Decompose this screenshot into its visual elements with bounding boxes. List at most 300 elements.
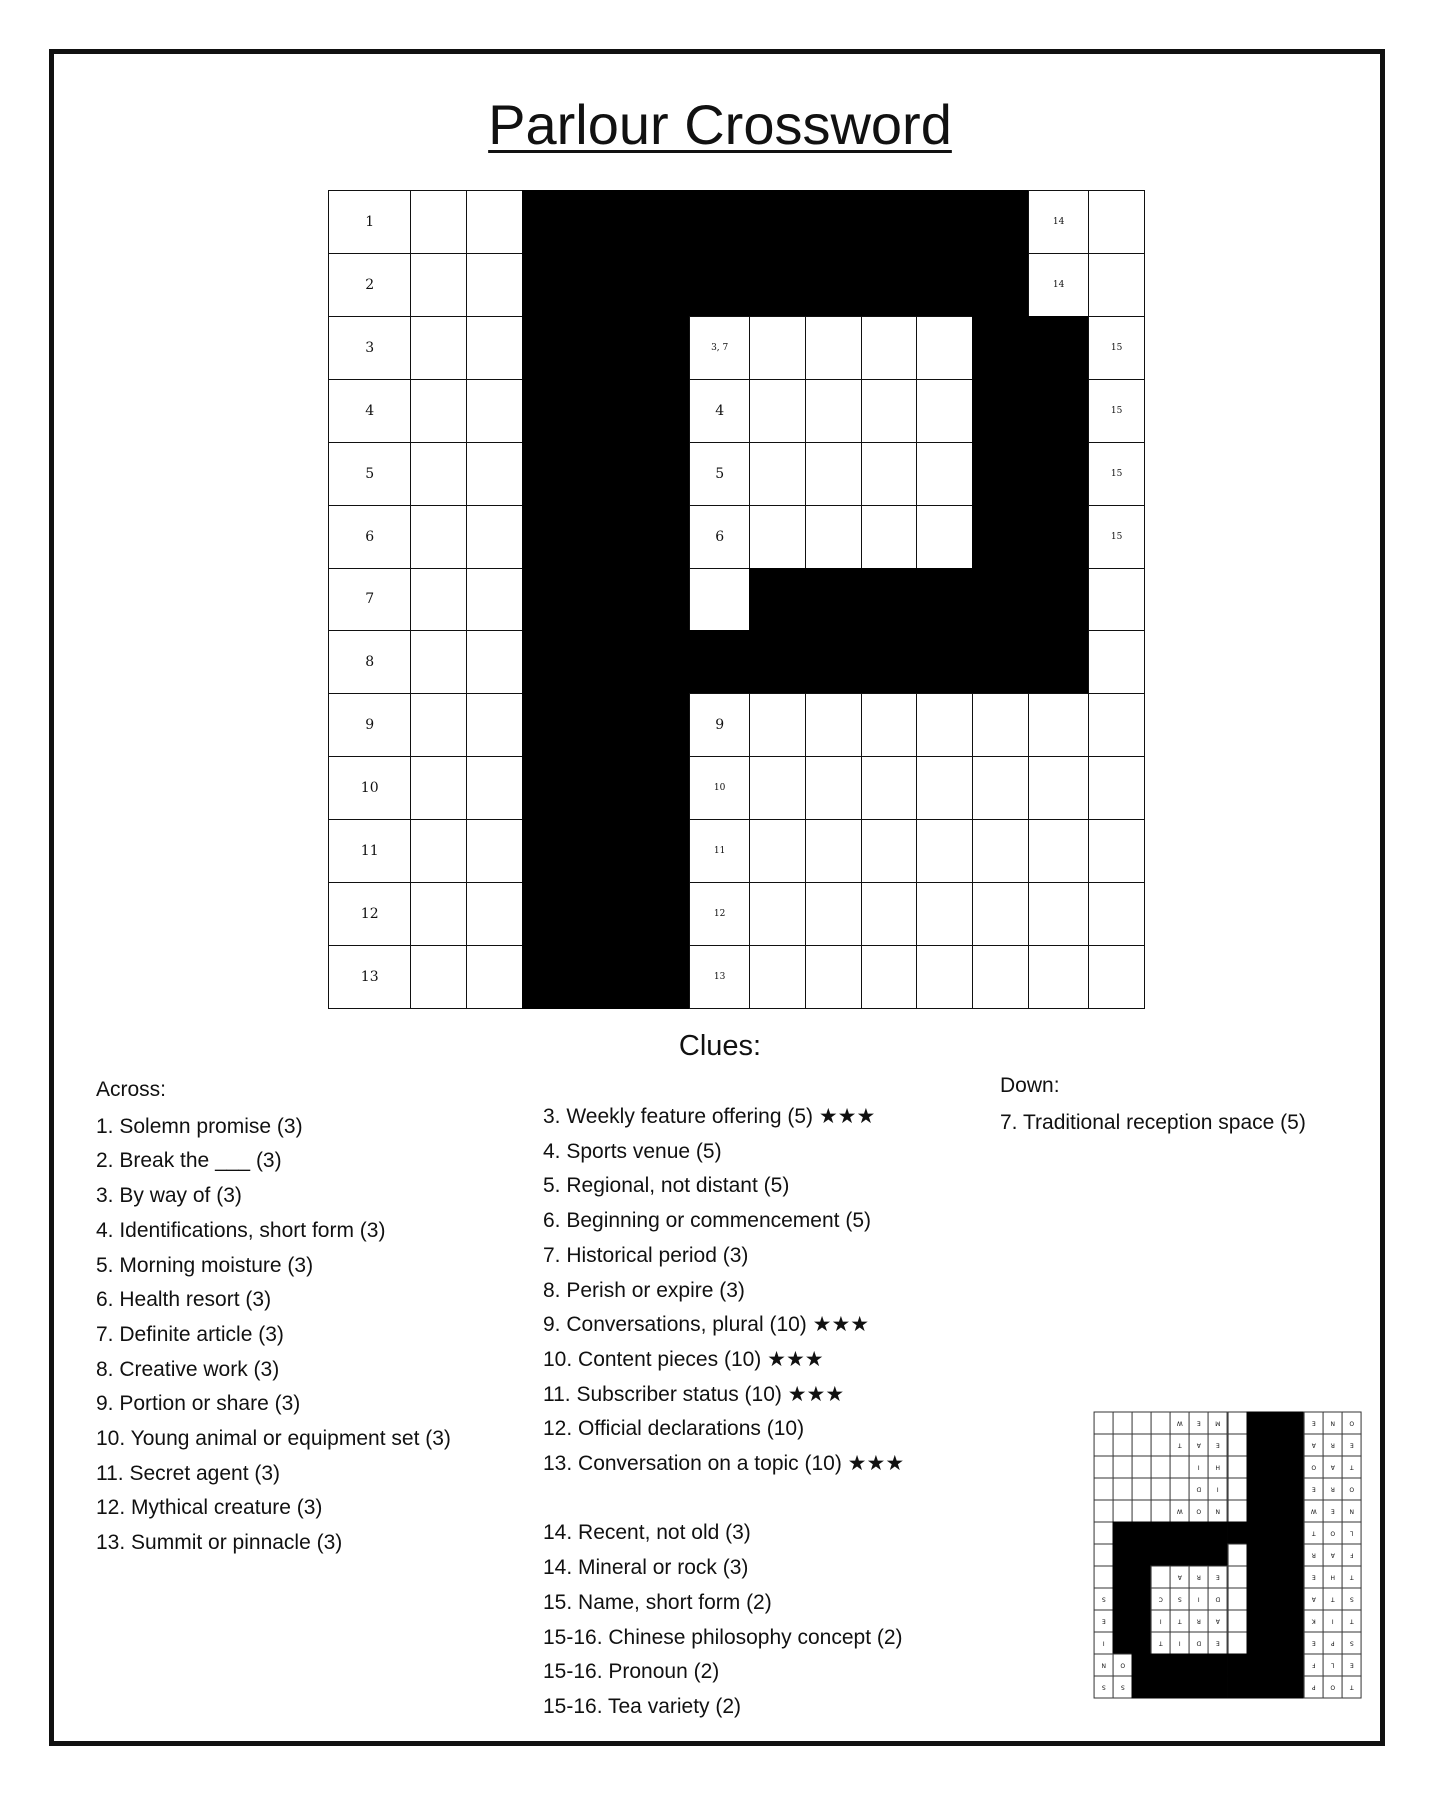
mini-cell: H xyxy=(1323,1566,1343,1589)
grid-cell[interactable] xyxy=(328,505,411,569)
mini-black-cell xyxy=(1266,1654,1286,1677)
black-cell xyxy=(633,568,690,632)
black-cell xyxy=(972,253,1029,317)
grid-cell[interactable] xyxy=(861,316,918,380)
cell-number: 2 xyxy=(365,276,375,293)
mini-black-cell xyxy=(1132,1544,1152,1567)
grid-cell[interactable] xyxy=(972,882,1029,946)
mini-cell xyxy=(1151,1412,1171,1435)
cell-number: 10 xyxy=(360,780,379,797)
black-cell xyxy=(972,442,1029,506)
across-clue: 10. Content pieces (10) ★★★ xyxy=(543,1347,824,1371)
across-clue: 15. Name, short form (2) xyxy=(543,1590,772,1614)
grid-cell[interactable] xyxy=(410,253,467,317)
black-cell xyxy=(972,568,1029,632)
black-cell xyxy=(749,190,806,254)
grid-cell[interactable] xyxy=(972,819,1029,883)
grid-cell[interactable] xyxy=(466,568,523,632)
across-clue: 6. Health resort (3) xyxy=(96,1288,272,1312)
across-clue: 1. Solemn promise (3) xyxy=(96,1114,303,1138)
grid-cell[interactable] xyxy=(328,442,411,506)
grid-cell[interactable] xyxy=(328,756,411,820)
mini-cell: E xyxy=(1304,1478,1324,1501)
grid-cell[interactable] xyxy=(805,316,862,380)
grid-cell[interactable] xyxy=(1088,945,1145,1009)
across-clue: 14. Recent, not old (3) xyxy=(543,1521,751,1545)
grid-cell[interactable] xyxy=(410,190,467,254)
mini-cell: D xyxy=(1189,1478,1209,1501)
mini-black-cell xyxy=(1247,1544,1267,1567)
mini-cell: O xyxy=(1113,1654,1133,1677)
grid-cell[interactable] xyxy=(861,945,918,1009)
mini-cell: O xyxy=(1323,1676,1343,1699)
mini-black-cell xyxy=(1113,1610,1133,1633)
grid-cell[interactable] xyxy=(805,945,862,1009)
mini-cell: D xyxy=(1208,1588,1228,1611)
grid-cell[interactable] xyxy=(1088,253,1145,317)
grid-cell[interactable] xyxy=(410,882,467,946)
cell-number: 3, 7 xyxy=(711,342,729,353)
black-cell xyxy=(522,882,579,946)
grid-cell[interactable] xyxy=(916,882,973,946)
grid-cell[interactable] xyxy=(466,945,523,1009)
mini-cell: E xyxy=(1094,1610,1114,1633)
black-cell xyxy=(689,190,750,254)
mini-black-cell xyxy=(1113,1544,1133,1567)
mini-cell: R xyxy=(1189,1566,1209,1589)
grid-cell[interactable] xyxy=(1088,568,1145,632)
mini-cell xyxy=(1094,1500,1114,1523)
mini-cell: S xyxy=(1113,1676,1133,1699)
grid-cell[interactable] xyxy=(328,190,411,254)
mini-cell: O xyxy=(1304,1456,1324,1479)
across-clue: 7. Historical period (3) xyxy=(543,1243,749,1267)
cell-number: 4 xyxy=(715,402,725,419)
mini-black-cell xyxy=(1132,1522,1152,1545)
mini-cell xyxy=(1151,1566,1171,1589)
mini-cell: E xyxy=(1323,1500,1343,1523)
mini-cell xyxy=(1228,1632,1248,1655)
grid-cell[interactable] xyxy=(410,568,467,632)
black-cell xyxy=(578,316,635,380)
grid-cell[interactable] xyxy=(805,379,862,443)
grid-cell[interactable] xyxy=(466,819,523,883)
grid-cell[interactable] xyxy=(1088,316,1145,380)
grid-cell[interactable] xyxy=(689,819,750,883)
grid-cell[interactable] xyxy=(466,505,523,569)
grid-cell[interactable] xyxy=(1028,819,1089,883)
mini-cell: S xyxy=(1342,1588,1362,1611)
grid-cell[interactable] xyxy=(916,693,973,757)
mini-black-cell xyxy=(1266,1434,1286,1457)
mini-cell: T xyxy=(1323,1588,1343,1611)
mini-black-cell xyxy=(1189,1544,1209,1567)
mini-cell: A xyxy=(1304,1588,1324,1611)
grid-cell[interactable] xyxy=(749,756,806,820)
black-cell xyxy=(522,693,579,757)
across-clue: 14. Mineral or rock (3) xyxy=(543,1556,749,1580)
grid-cell[interactable] xyxy=(689,505,750,569)
grid-cell[interactable] xyxy=(328,568,411,632)
mini-cell: A xyxy=(1208,1610,1228,1633)
black-cell xyxy=(749,253,806,317)
mini-cell: F xyxy=(1304,1654,1324,1677)
mini-cell xyxy=(1094,1566,1114,1589)
black-cell xyxy=(522,316,579,380)
mini-cell xyxy=(1151,1456,1171,1479)
black-cell xyxy=(861,568,918,632)
mini-cell: E xyxy=(1208,1632,1228,1655)
mini-cell: W xyxy=(1304,1500,1324,1523)
grid-cell[interactable] xyxy=(861,819,918,883)
mini-black-cell xyxy=(1266,1456,1286,1479)
mini-black-cell xyxy=(1247,1610,1267,1633)
grid-cell[interactable] xyxy=(861,882,918,946)
grid-cell[interactable] xyxy=(689,693,750,757)
grid-cell[interactable] xyxy=(328,253,411,317)
grid-cell[interactable] xyxy=(328,819,411,883)
grid-cell[interactable] xyxy=(466,630,523,694)
black-cell xyxy=(578,253,635,317)
grid-cell[interactable] xyxy=(861,442,918,506)
mini-cell xyxy=(1113,1412,1133,1435)
grid-cell[interactable] xyxy=(1088,190,1145,254)
grid-cell[interactable] xyxy=(466,379,523,443)
cell-number: 7 xyxy=(365,591,375,608)
black-cell xyxy=(689,630,750,694)
black-cell xyxy=(522,379,579,443)
mini-cell: E xyxy=(1189,1412,1209,1435)
black-cell xyxy=(805,630,862,694)
mini-black-cell xyxy=(1132,1632,1152,1655)
grid-cell[interactable] xyxy=(1028,756,1089,820)
mini-cell: N xyxy=(1094,1654,1114,1677)
mini-cell: T xyxy=(1342,1610,1362,1633)
across-heading: Across: xyxy=(96,1078,167,1101)
mini-cell xyxy=(1228,1478,1248,1501)
mini-cell xyxy=(1170,1478,1190,1501)
cell-number: 6 xyxy=(715,528,725,545)
across-clue: 8. Creative work (3) xyxy=(96,1357,280,1381)
grid-cell[interactable] xyxy=(410,379,467,443)
mini-cell xyxy=(1132,1478,1152,1501)
across-middle-column xyxy=(543,1100,904,1725)
grid-cell[interactable] xyxy=(328,945,411,1009)
black-cell xyxy=(522,442,579,506)
mini-cell: H xyxy=(1208,1456,1228,1479)
grid-cell[interactable] xyxy=(410,693,467,757)
mini-cell: N xyxy=(1323,1412,1343,1435)
mini-cell: I xyxy=(1189,1456,1209,1479)
grid-cell[interactable] xyxy=(466,253,523,317)
black-cell xyxy=(633,316,690,380)
grid-cell[interactable] xyxy=(410,442,467,506)
grid-cell[interactable] xyxy=(410,819,467,883)
grid-cell[interactable] xyxy=(916,316,973,380)
mini-cell: T xyxy=(1342,1456,1362,1479)
across-clue: 6. Beginning or commencement (5) xyxy=(543,1209,871,1233)
grid-cell[interactable] xyxy=(466,190,523,254)
grid-cell[interactable] xyxy=(1088,442,1145,506)
grid-cell[interactable] xyxy=(689,756,750,820)
black-cell xyxy=(578,568,635,632)
grid-cell[interactable] xyxy=(805,693,862,757)
mini-cell: M xyxy=(1208,1412,1228,1435)
mini-black-cell xyxy=(1151,1676,1171,1699)
mini-black-cell xyxy=(1113,1522,1133,1545)
grid-cell[interactable] xyxy=(328,316,411,380)
black-cell xyxy=(522,630,579,694)
grid-cell[interactable] xyxy=(1088,756,1145,820)
grid-cell[interactable] xyxy=(1088,882,1145,946)
mini-black-cell xyxy=(1266,1676,1286,1699)
mini-cell xyxy=(1132,1456,1152,1479)
black-cell xyxy=(972,190,1029,254)
mini-black-cell xyxy=(1170,1544,1190,1567)
black-cell xyxy=(522,945,579,1009)
mini-black-cell xyxy=(1247,1632,1267,1655)
black-cell xyxy=(522,253,579,317)
mini-cell: I xyxy=(1189,1588,1209,1611)
mini-cell: I xyxy=(1151,1610,1171,1633)
mini-black-cell xyxy=(1247,1412,1267,1435)
mini-black-cell xyxy=(1247,1434,1267,1457)
grid-cell[interactable] xyxy=(410,630,467,694)
grid-cell[interactable] xyxy=(805,442,862,506)
grid-cell[interactable] xyxy=(466,442,523,506)
grid-cell[interactable] xyxy=(972,945,1029,1009)
grid-cell[interactable] xyxy=(805,756,862,820)
grid-cell[interactable] xyxy=(861,505,918,569)
across-left-column xyxy=(96,1073,451,1561)
mini-cell xyxy=(1170,1456,1190,1479)
grid-cell[interactable] xyxy=(1088,630,1145,694)
mini-cell xyxy=(1228,1544,1248,1567)
mini-cell: F xyxy=(1342,1544,1362,1567)
grid-cell[interactable] xyxy=(1088,819,1145,883)
black-cell xyxy=(633,756,690,820)
grid-cell[interactable] xyxy=(466,882,523,946)
mini-black-cell xyxy=(1285,1434,1305,1457)
grid-cell[interactable] xyxy=(1088,379,1145,443)
mini-black-cell xyxy=(1228,1676,1248,1699)
black-cell xyxy=(861,190,918,254)
black-cell xyxy=(522,819,579,883)
cell-number: 12 xyxy=(713,909,726,920)
grid-cell[interactable] xyxy=(689,568,750,632)
mini-cell xyxy=(1228,1588,1248,1611)
grid-cell[interactable] xyxy=(1028,190,1089,254)
grid-cell[interactable] xyxy=(916,379,973,443)
mini-cell: S xyxy=(1170,1588,1190,1611)
mini-cell: R xyxy=(1189,1610,1209,1633)
mini-cell: D xyxy=(1189,1632,1209,1655)
black-cell xyxy=(578,505,635,569)
grid-cell[interactable] xyxy=(749,693,806,757)
mini-cell xyxy=(1094,1522,1114,1545)
across-clue: 8. Perish or expire (3) xyxy=(543,1278,745,1302)
mini-black-cell xyxy=(1266,1500,1286,1523)
grid-cell[interactable] xyxy=(410,945,467,1009)
grid-cell[interactable] xyxy=(861,693,918,757)
grid-cell[interactable] xyxy=(749,316,806,380)
cell-number: 11 xyxy=(360,843,379,860)
grid-cell[interactable] xyxy=(1028,253,1089,317)
mini-cell: S xyxy=(1094,1676,1114,1699)
grid-cell[interactable] xyxy=(689,882,750,946)
grid-cell[interactable] xyxy=(410,505,467,569)
mini-cell: A xyxy=(1323,1544,1343,1567)
grid-cell[interactable] xyxy=(749,505,806,569)
grid-cell[interactable] xyxy=(689,945,750,1009)
grid-cell[interactable] xyxy=(916,819,973,883)
mini-cell xyxy=(1113,1500,1133,1523)
mini-cell: E xyxy=(1342,1434,1362,1457)
across-clue: 12. Official declarations (10) xyxy=(543,1417,805,1441)
black-cell xyxy=(578,693,635,757)
mini-cell xyxy=(1132,1434,1152,1457)
grid-cell[interactable] xyxy=(861,379,918,443)
grid-cell[interactable] xyxy=(916,505,973,569)
mini-cell xyxy=(1094,1544,1114,1567)
black-cell xyxy=(1028,505,1089,569)
grid-cell[interactable] xyxy=(1028,945,1089,1009)
grid-cell[interactable] xyxy=(749,945,806,1009)
black-cell xyxy=(578,379,635,443)
black-cell xyxy=(578,442,635,506)
grid-cell[interactable] xyxy=(410,316,467,380)
mini-black-cell xyxy=(1266,1522,1286,1545)
mini-black-cell xyxy=(1208,1654,1228,1677)
cell-number: 9 xyxy=(715,717,725,734)
mini-cell xyxy=(1228,1610,1248,1633)
grid-cell[interactable] xyxy=(749,442,806,506)
grid-cell[interactable] xyxy=(689,379,750,443)
grid-cell[interactable] xyxy=(916,756,973,820)
mini-cell xyxy=(1151,1500,1171,1523)
black-cell xyxy=(972,379,1029,443)
mini-black-cell xyxy=(1189,1676,1209,1699)
mini-cell: E xyxy=(1304,1412,1324,1435)
mini-black-cell xyxy=(1285,1676,1305,1699)
across-clue: 9. Portion or share (3) xyxy=(96,1392,301,1416)
mini-cell: E xyxy=(1304,1632,1324,1655)
across-clue: 15-16. Chinese philosophy concept (2) xyxy=(543,1625,903,1649)
across-clue: 13. Conversation on a topic (10) ★★★ xyxy=(543,1452,905,1476)
grid-cell[interactable] xyxy=(328,630,411,694)
grid-cell[interactable] xyxy=(1088,505,1145,569)
grid-cell[interactable] xyxy=(805,819,862,883)
black-cell xyxy=(805,568,862,632)
grid-cell[interactable] xyxy=(749,379,806,443)
across-clue: 10. Young animal or equipment set (3) xyxy=(96,1427,451,1451)
mini-cell: A xyxy=(1323,1456,1343,1479)
grid-cell[interactable] xyxy=(861,756,918,820)
black-cell xyxy=(633,882,690,946)
mini-cell: W xyxy=(1170,1500,1190,1523)
mini-cell: C xyxy=(1151,1588,1171,1611)
mini-cell: O xyxy=(1323,1522,1343,1545)
mini-black-cell xyxy=(1285,1610,1305,1633)
across-clue: 4. Sports venue (5) xyxy=(543,1139,722,1163)
mini-cell: P xyxy=(1304,1676,1324,1699)
grid-cell[interactable] xyxy=(972,756,1029,820)
black-cell xyxy=(916,568,973,632)
mini-cell xyxy=(1151,1478,1171,1501)
page-title: Parlour Crossword xyxy=(488,93,952,156)
grid-cell[interactable] xyxy=(466,316,523,380)
mini-cell: L xyxy=(1323,1654,1343,1677)
mini-black-cell xyxy=(1285,1566,1305,1589)
black-cell xyxy=(633,819,690,883)
mini-cell xyxy=(1228,1412,1248,1435)
mini-black-cell xyxy=(1285,1588,1305,1611)
grid-cell[interactable] xyxy=(689,316,750,380)
mini-cell: O xyxy=(1342,1478,1362,1501)
grid-cell[interactable] xyxy=(689,442,750,506)
mini-black-cell xyxy=(1266,1632,1286,1655)
grid-cell[interactable] xyxy=(749,819,806,883)
black-cell xyxy=(633,190,690,254)
mini-black-cell xyxy=(1285,1654,1305,1677)
black-cell xyxy=(578,756,635,820)
cell-number: 14 xyxy=(1052,216,1065,227)
grid-cell[interactable] xyxy=(805,882,862,946)
mini-cell: A xyxy=(1170,1566,1190,1589)
cell-number: 1 xyxy=(365,213,375,230)
grid-cell[interactable] xyxy=(410,756,467,820)
grid-cell[interactable] xyxy=(916,945,973,1009)
mini-cell: I xyxy=(1208,1478,1228,1501)
mini-cell xyxy=(1228,1566,1248,1589)
grid-cell[interactable] xyxy=(1028,693,1089,757)
grid-cell[interactable] xyxy=(466,693,523,757)
mini-black-cell xyxy=(1285,1632,1305,1655)
grid-cell[interactable] xyxy=(805,505,862,569)
mini-black-cell xyxy=(1189,1654,1209,1677)
mini-black-cell xyxy=(1285,1544,1305,1567)
mini-black-cell xyxy=(1151,1544,1171,1567)
grid-cell[interactable] xyxy=(328,882,411,946)
grid-cell[interactable] xyxy=(749,882,806,946)
cell-number: 12 xyxy=(360,906,379,923)
mini-solution-grid xyxy=(1094,1412,1361,1698)
mini-black-cell xyxy=(1285,1456,1305,1479)
mini-black-cell xyxy=(1285,1478,1305,1501)
grid-cell[interactable] xyxy=(328,379,411,443)
black-cell xyxy=(578,819,635,883)
mini-cell: R xyxy=(1323,1434,1343,1457)
mini-cell xyxy=(1228,1456,1248,1479)
cell-number: 8 xyxy=(365,654,375,671)
grid-cell[interactable] xyxy=(916,442,973,506)
mini-black-cell xyxy=(1285,1522,1305,1545)
grid-cell[interactable] xyxy=(466,756,523,820)
black-cell xyxy=(1028,568,1089,632)
mini-cell: T xyxy=(1304,1522,1324,1545)
across-clue: 13. Summit or pinnacle (3) xyxy=(96,1531,343,1555)
grid-cell[interactable] xyxy=(972,693,1029,757)
grid-cell[interactable] xyxy=(1028,882,1089,946)
across-clue: 11. Subscriber status (10) ★★★ xyxy=(543,1382,845,1406)
across-clue: 3. Weekly feature offering (5) ★★★ xyxy=(543,1105,876,1128)
mini-black-cell xyxy=(1266,1544,1286,1567)
mini-cell: P xyxy=(1323,1632,1343,1655)
grid-cell[interactable] xyxy=(328,693,411,757)
grid-cell[interactable] xyxy=(1088,693,1145,757)
mini-black-cell xyxy=(1247,1566,1267,1589)
mini-cell: L xyxy=(1342,1522,1362,1545)
